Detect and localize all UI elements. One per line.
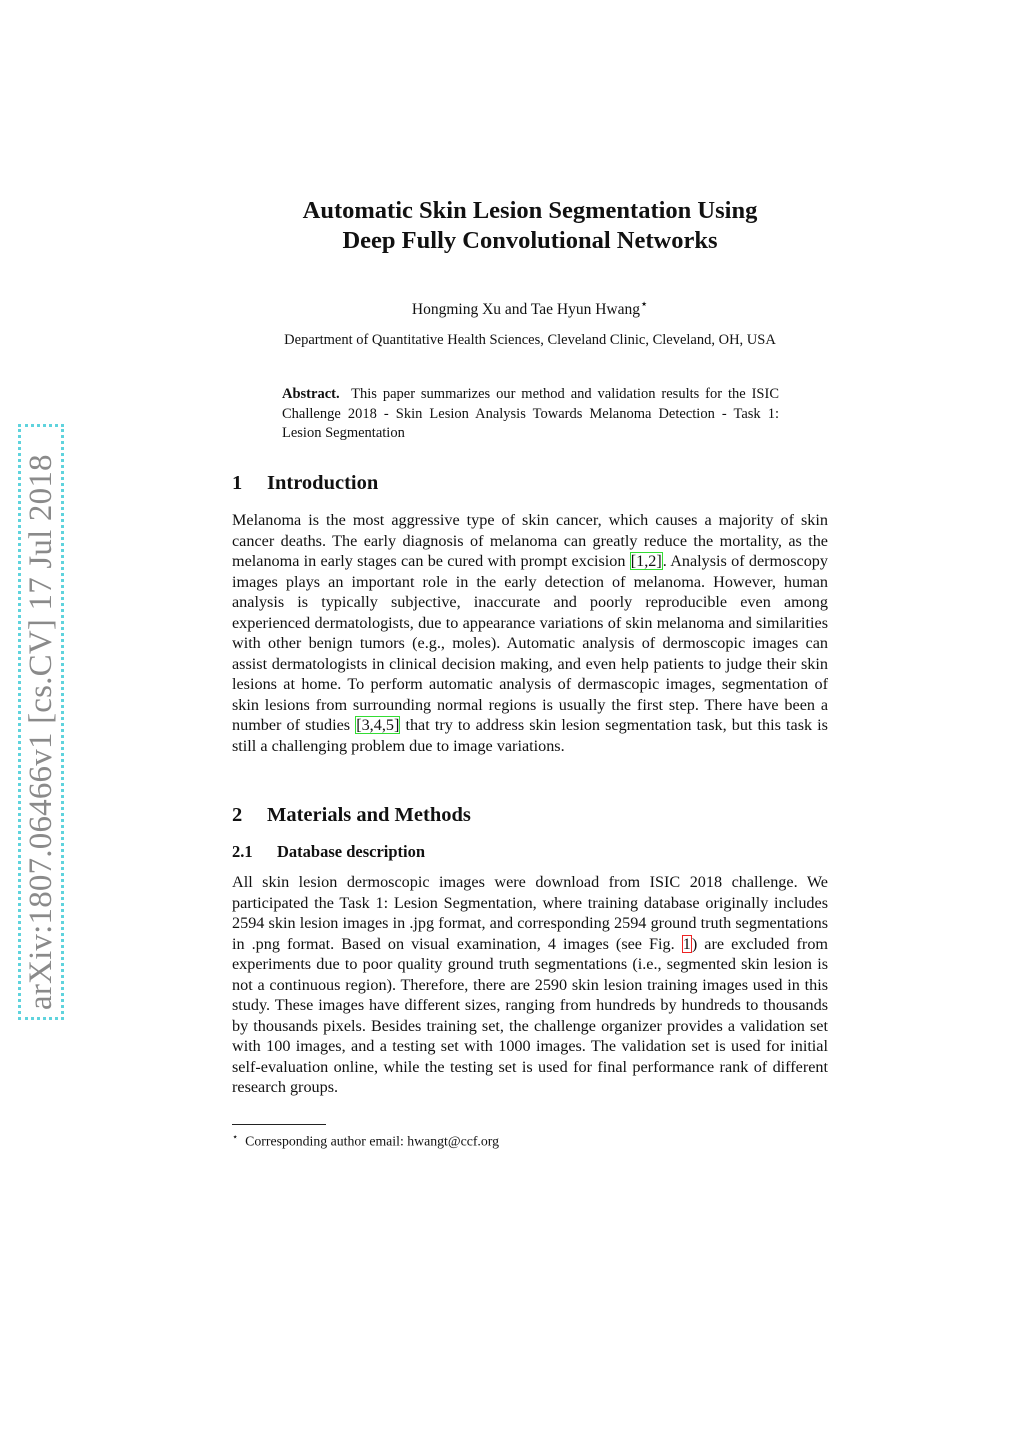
affiliation: Department of Quantitative Health Sciences, Cleveland Clinic, Cleveland, OH, USA — [284, 332, 776, 348]
section-title: Materials and Methods — [267, 804, 471, 826]
authors — [232, 294, 828, 320]
footnote-text: Corresponding author email: hwangt@ccf.org — [245, 1133, 500, 1149]
footnote-mark: ⋆ — [232, 1132, 239, 1143]
database-paragraph — [232, 872, 828, 1098]
abstract-text: This paper summarizes our method and validation results for the ISIC Challenge 2018 - Skin Lesion Analysis Towards Melanoma Detection - Task 1: Lesion Segmentation — [282, 386, 779, 441]
citation-link[interactable]: [3,4,5] — [356, 716, 400, 734]
arxiv-identifier[interactable]: arXiv:1807.06466v1 [cs.CV] 17 Jul 2018 — [23, 454, 59, 1010]
database-text-1: All skin lesion dermoscopic images were download from ISIC 2018 challenge. We participated the Task 1: Lesion Segmentation, where training database originally includes 2594 skin lesion images in .jpg format, and corresponding 2594 ground truth segmentations in .png format. Based on visual examination, 4 images (see Fig. — [232, 873, 828, 953]
title-line-1: Automatic Skin Lesion Segmentation Using — [302, 197, 758, 224]
abstract — [282, 385, 779, 444]
section-number: 2 — [232, 804, 243, 826]
intro-text-3: that try to address skin lesion segmentation task, but this task is still a challenging problem due to image variations. — [232, 716, 828, 755]
section-number: 1 — [232, 472, 243, 494]
abstract-label: Abstract. — [282, 386, 340, 402]
footnote — [232, 1129, 828, 1151]
author-names: Hongming Xu and Tae Hyun Hwang — [411, 301, 640, 319]
figure-reference-link[interactable]: 1 — [682, 934, 691, 953]
section-introduction-heading — [232, 470, 378, 496]
citation-link[interactable]: [1,2] — [630, 552, 662, 570]
section-title: Introduction — [267, 472, 379, 494]
subsection-database-heading — [232, 841, 425, 863]
subsection-number: 2.1 — [232, 842, 253, 861]
paper-title — [232, 196, 828, 256]
database-text-2: ) are excluded from experiments due to poor quality ground truth segmentations (i.e., segmented skin lesion is not a continuous region). Therefore, there are 2590 skin lesion training images used in this study. These images have different sizes, ranging from hundreds by hundreds to thousands by thousands pixels. Besides training set, the challenge organizer provides a validation set with 100 images, and a testing set with 1000 images. The validation set is used for initial self-evaluation online, while the testing set is used for final performance rank of different research groups. — [232, 934, 829, 1096]
subsection-title: Database description — [277, 842, 426, 861]
title-line-2: Deep Fully Convolutional Networks — [342, 227, 718, 254]
footnote-divider — [232, 1124, 326, 1125]
introduction-paragraph — [232, 510, 828, 756]
intro-text-2: . Analysis of dermoscopy images plays an important role in the early detection of melanoma. However, human analysis is typically subjective, inaccurate and poorly reproducible even among experienced dermatologists, due to appearance variations of skin melanoma and similarities with other benign tumors (e.g., moles). Automatic analysis of dermoscopic images can assist dermatologists in clinical decision making, and even help patients to judge their skin lesions at home. To perform automatic analysis of dermascopic images, segmentation of skin lesions from surrounding normal regions is usually the first step. There have been a number of studies — [232, 552, 828, 734]
intro-text-1: Melanoma is the most aggressive type of skin cancer, which causes a majority of skin cancer deaths. The early diagnosis of melanoma can greatly reduce the mortality, as the melanoma in early stages can be cured with prompt excision — [232, 511, 828, 570]
corresponding-author-mark[interactable]: ⋆ — [640, 296, 649, 311]
section-materials-methods-heading — [232, 802, 471, 828]
